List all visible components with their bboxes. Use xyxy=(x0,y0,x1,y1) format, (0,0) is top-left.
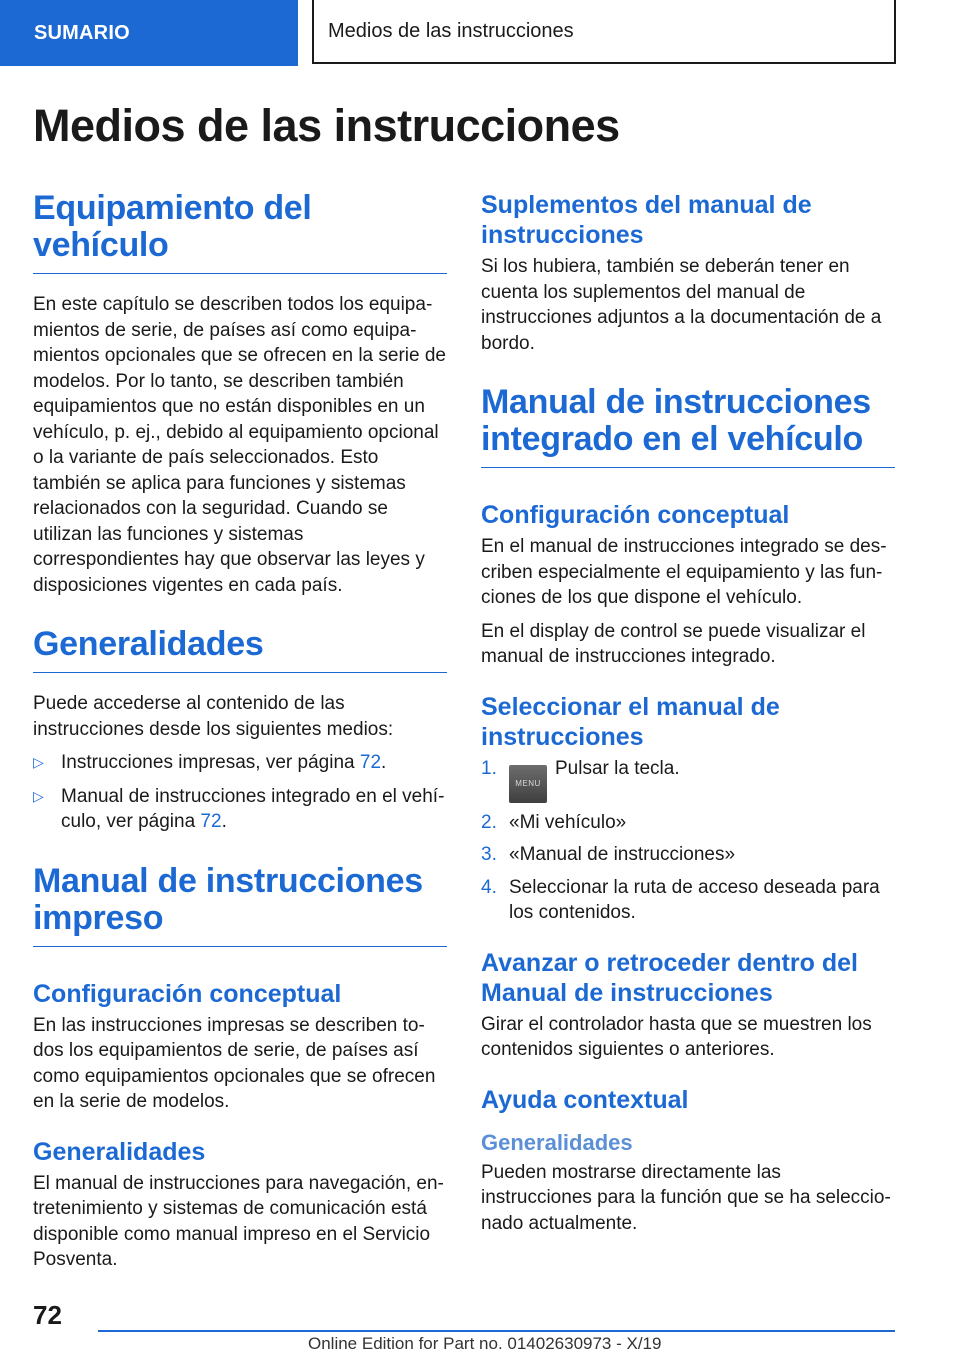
triangle-bullet-icon: ▷ xyxy=(33,787,44,804)
page-title: Medios de las instrucciones xyxy=(33,100,620,151)
subheading-configuracion: Configuración conceptual xyxy=(33,979,342,1008)
heading-equipamiento: Equipamiento del vehículo xyxy=(33,190,447,274)
paragraph: En el manual de instrucciones integrado se describen especialmente el equipamiento y las funciones de los que dispone el vehículo. xyxy=(481,536,887,608)
heading-generalidades: Generalidades xyxy=(33,626,447,673)
menu-button-icon: MENU xyxy=(509,765,547,803)
step-item: 3. «Manual de instrucciones» xyxy=(481,844,736,865)
footer-edition: Online Edition for Part no. 01402630973 - X/19 xyxy=(308,1334,662,1353)
left-column xyxy=(33,190,447,1281)
triangle-bullet-icon: ▷ xyxy=(33,754,44,770)
subheading-suplementos: Suplementos del manual de instrucciones xyxy=(481,191,812,249)
step-item: 4. Seleccionar la ruta de acceso deseada para los contenidos. xyxy=(481,876,880,923)
paragraph: El manual de instrucciones para navegación, entretenimiento y sistemas de comunicación está disponible como manual impreso en el Servicio Posventa. xyxy=(33,1172,444,1270)
page-link[interactable]: 72 xyxy=(359,752,382,773)
subheading-ayuda: Ayuda contextual xyxy=(481,1085,689,1114)
list-item: ▷ Manual de instrucciones integrado en el vehículo, ver página 72. xyxy=(33,785,445,832)
paragraph: Girar el controlador hasta que se muestren los contenidos siguientes o anteriores. xyxy=(481,1013,872,1060)
paragraph: En las instrucciones impresas se describen todos los equipamientos de serie, de países así como equipamientos opcionales que se ofrecen en la serie de modelos. xyxy=(33,1014,436,1112)
section-tab: Medios de las instrucciones xyxy=(312,0,896,64)
page-link[interactable]: 72 xyxy=(200,811,222,832)
paragraph: En el display de control se puede visualizar el manual de instrucciones integrado. xyxy=(481,620,866,667)
page-header xyxy=(0,0,960,66)
list-item: ▷ Instrucciones impresas, ver página 72. xyxy=(33,750,447,776)
media-list xyxy=(33,750,447,835)
heading-manual-impreso: Manual de instrucciones impreso xyxy=(33,863,447,947)
subheading-configuracion: Configuración conceptual xyxy=(481,501,790,529)
minor-heading-generalidades: Generalidades xyxy=(481,1129,633,1155)
paragraph: En este capítulo se describen todos los equipamientos de serie, de países así como equipamientos opcionales que se ofrecen en la serie de modelos. Por lo tanto, se describen también equipamientos que no están disponibles en un vehículo, p. ej., debido al equipamiento opcional o la variante de país seleccionados. Esto también se aplica para funciones y sistemas relacionados con la seguridad. Cuando se utilizan las funciones y sistemas correspondientes hay que observar las leyes y disposiciones vigentes en cada país. xyxy=(33,294,446,596)
paragraph: Si los hubiera, también se deberán tener en cuenta los suplementos del manual de instrucciones adjuntos a la documentación de a bordo. xyxy=(481,256,882,354)
right-column xyxy=(481,190,895,1244)
subheading-generalidades: Generalidades xyxy=(33,1137,206,1166)
subheading-seleccionar: Seleccionar el manual de instrucciones xyxy=(481,692,780,751)
paragraph: Pueden mostrarse directamente las instrucciones para la función que se ha seleccionado actualmente. xyxy=(481,1161,891,1234)
footer-divider xyxy=(98,1330,895,1332)
step-item: 2. «Mi vehículo» xyxy=(481,811,627,833)
subheading-avanzar: Avanzar o retroceder dentro del Manual de instrucciones xyxy=(481,948,858,1007)
sumario-tab[interactable]: SUMARIO xyxy=(0,0,298,66)
steps-list xyxy=(481,756,895,926)
page-number: 72 xyxy=(33,1300,62,1330)
step-item: 1. MENUPulsar la tecla. xyxy=(481,756,895,803)
paragraph: Puede accederse al contenido de las instrucciones desde los siguientes medios: xyxy=(33,693,394,740)
heading-manual-integrado: Manual de instrucciones integrado en el vehículo xyxy=(481,384,895,468)
